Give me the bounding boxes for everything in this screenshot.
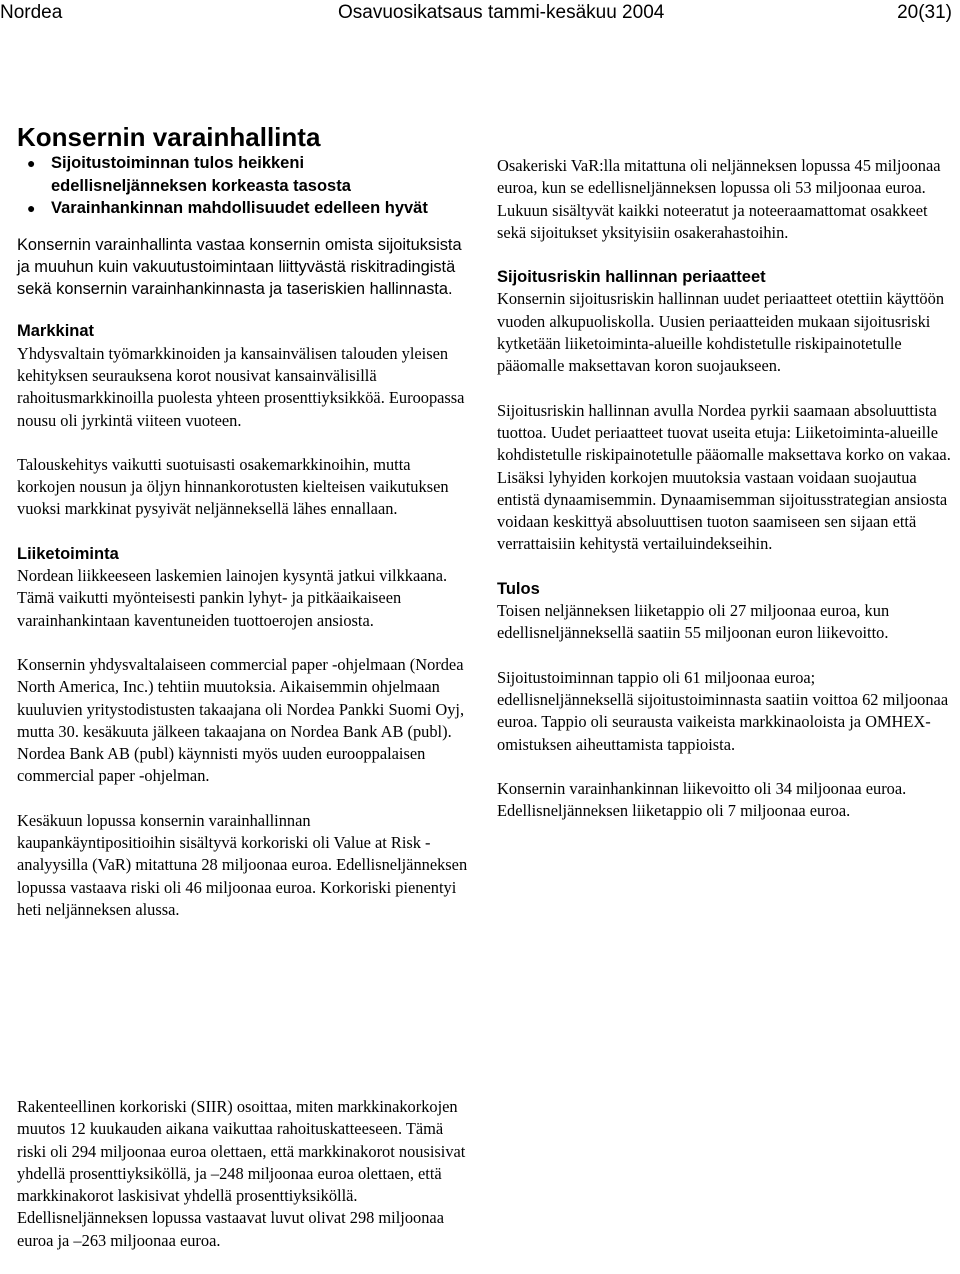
periaatteet-paragraph-1: Konsernin sijoitusriskin hallinnan uudet periaatteet otettiin käyttöön vuoden alkupuoliskolla. Uusien periaatteiden mukaan sijoitusriski kytketään liiketoiminta-alueille kohdistetulle riskipainotetulle pääomalle maksettavan koron suojaukseen.	[497, 289, 945, 376]
header-page-number: 20(31)	[897, 2, 952, 23]
markkinat-paragraph-2: Talouskehitys vaikutti suotuisasti osakemarkkinoihin, mutta korkojen nousun ja öljyn hinnankorotusten kielteisen vaikutuksen vuoksi markkinat pysyivät neljänneksellä lähes ennallaan.	[17, 454, 449, 519]
right-column	[497, 155, 952, 844]
header-company: Nordea	[0, 2, 63, 23]
heading-markkinat: Markkinat	[17, 322, 95, 341]
markkinat-paragraph-1: Yhdysvaltain työmarkkinoiden ja kansainvälisen talouden yleisen kehityksen seurauksena korot nousivat kansainvälisillä rahoitusmarkkinoilla puolesta yhteen prosenttiyksikköä. Euroopassa nousu oli jyrkintä viiteen vuoteen.	[17, 343, 465, 430]
tulos-paragraph-2: Sijoitustoiminnan tappio oli 61 miljoonaa euroa; edellisneljänneksellä sijoitustoiminnasta saatiin voittoa 62 miljoonaa euroa. Tappio oli seurausta vaikeista markkinaoloista ja OMHEX-omistuksen aiheuttamista tappioista.	[497, 667, 949, 754]
left-column	[17, 152, 472, 943]
bullet-dot-icon: ●	[27, 155, 36, 171]
tulos-paragraph-3: Konsernin varainhankinnan liikevoitto oli 34 miljoonaa euroa. Edellisneljänneksen liiketappio oli 7 miljoonaa euroa.	[497, 778, 907, 821]
bullet-dot-icon: ●	[27, 200, 36, 216]
liiketoiminta-paragraph-2: Konsernin yhdysvaltalaiseen commercial paper -ohjelmaan (Nordea North America, Inc.) tehtiin muutoksia. Aikaisemmin ohjelmaan kuuluvien yritystodistusten takaajana oli Nordea Pankki Suomi Oyj, mutta 30. kesäkuuta jälkeen takaajana on Nordea Bank AB (publ). Nordea Bank AB (publ) käynnisti myös uuden eurooppalaisen commercial paper -ohjelman.	[17, 654, 465, 786]
header-report-title: Osavuosikatsaus tammi-kesäkuu 2004	[338, 2, 665, 23]
heading-liiketoiminta: Liiketoiminta	[17, 544, 119, 563]
left-column-continued	[17, 1096, 472, 1252]
section-title: Konsernin varainhallinta	[17, 122, 321, 152]
page-header	[0, 0, 960, 25]
intro-paragraph: Konsernin varainhallinta vastaa konsernin omista sijoituksista ja muuhun kuin vakuutustoimintaan liittyvästä riskitradingistä sekä konsernin varainhankinnasta ja taseriskien hallinnasta.	[17, 235, 462, 299]
bullet-text: Varainhankinnan mahdollisuudet edelleen hyvät	[51, 199, 428, 217]
bullet-item	[17, 152, 461, 197]
tulos-paragraph-1: Toisen neljänneksen liiketappio oli 27 miljoonaa euroa, kun edellisneljänneksellä saatiin 55 miljoonan euron liikevoitto.	[497, 601, 890, 643]
liiketoiminta-paragraph-3: Kesäkuun lopussa konsernin varainhallinnan kaupankäyntipositioihin sisältyvä korkoriski oli Value at Risk -analyysilla (VaR) mitattuna 28 miljoonaa euroa. Edellisneljänneksen lopussa vastaava riski oli 46 miljoonaa euroa. Korkoriski pienentyi heti neljänneksen alussa.	[17, 810, 468, 919]
periaatteet-paragraph-2: Sijoitusriskin hallinnan avulla Nordea pyrkii saamaan absoluuttista tuottoa. Uudet periaatteet tuovat useita etuja: Liiketoiminta-alueille kohdistetulle riskipainotetulle pääomalle maksettava korko on vakaa. Lisäksi lyhyiden korkojen muutoksia vastaan voidaan suojautua entistä dynaamisemmin. Dynaamisemman sijoitusstrategian ansiosta voidaan keskittyä absoluuttisen tuoton saamiseen sen sijaan että verrattaisiin kehitystä vertailuindekseihin.	[497, 400, 951, 554]
osakeriski-paragraph: Osakeriski VaR:lla mitattuna oli neljänneksen lopussa 45 miljoonaa euroa, kun se edellisneljänneksen lopussa oli 53 miljoonaa euroa. Lukuun sisältyvät kaikki noteeratut ja noteeraamattomat osakkeet sekä sijoitukset yksityisiin osakerahastoihin.	[497, 156, 941, 242]
bullet-text: Sijoitustoiminnan tulos heikkeni edellisneljänneksen korkeasta tasosta	[51, 154, 351, 195]
summary-bullets	[17, 152, 472, 220]
heading-sijoitusriskin-periaatteet: Sijoitusriskin hallinnan periaatteet	[497, 268, 766, 287]
liiketoiminta-paragraph-1: Nordean liikkeeseen laskemien lainojen kysyntä jatkui vilkkaana. Tämä vaikutti myönteisesti pankin lyhyt- ja pitkäaikaiseen varainhankintaan kaventuneiden tuottoerojen ansiosta.	[17, 566, 448, 630]
liiketoiminta-paragraph-4: Rakenteellinen korkoriski (SIIR) osoittaa, miten markkinakorkojen muutos 12 kuukauden aikana vaikuttaa rahoituskatteeseen. Tämä riski oli 294 miljoonaa euroa olettaen, että markkinakorot nousisivat yhdellä prosenttiyksiköllä, ja –248 miljoonaa euroa olettaen, että markkinakorot laskisivat yhdellä prosenttiyksiköllä. Edellisneljänneksen lopussa vastaavat luvut olivat 298 miljoonaa euroa ja –263 miljoonaa euroa.	[17, 1097, 466, 1250]
bullet-item	[17, 197, 461, 220]
heading-tulos: Tulos	[497, 579, 540, 598]
